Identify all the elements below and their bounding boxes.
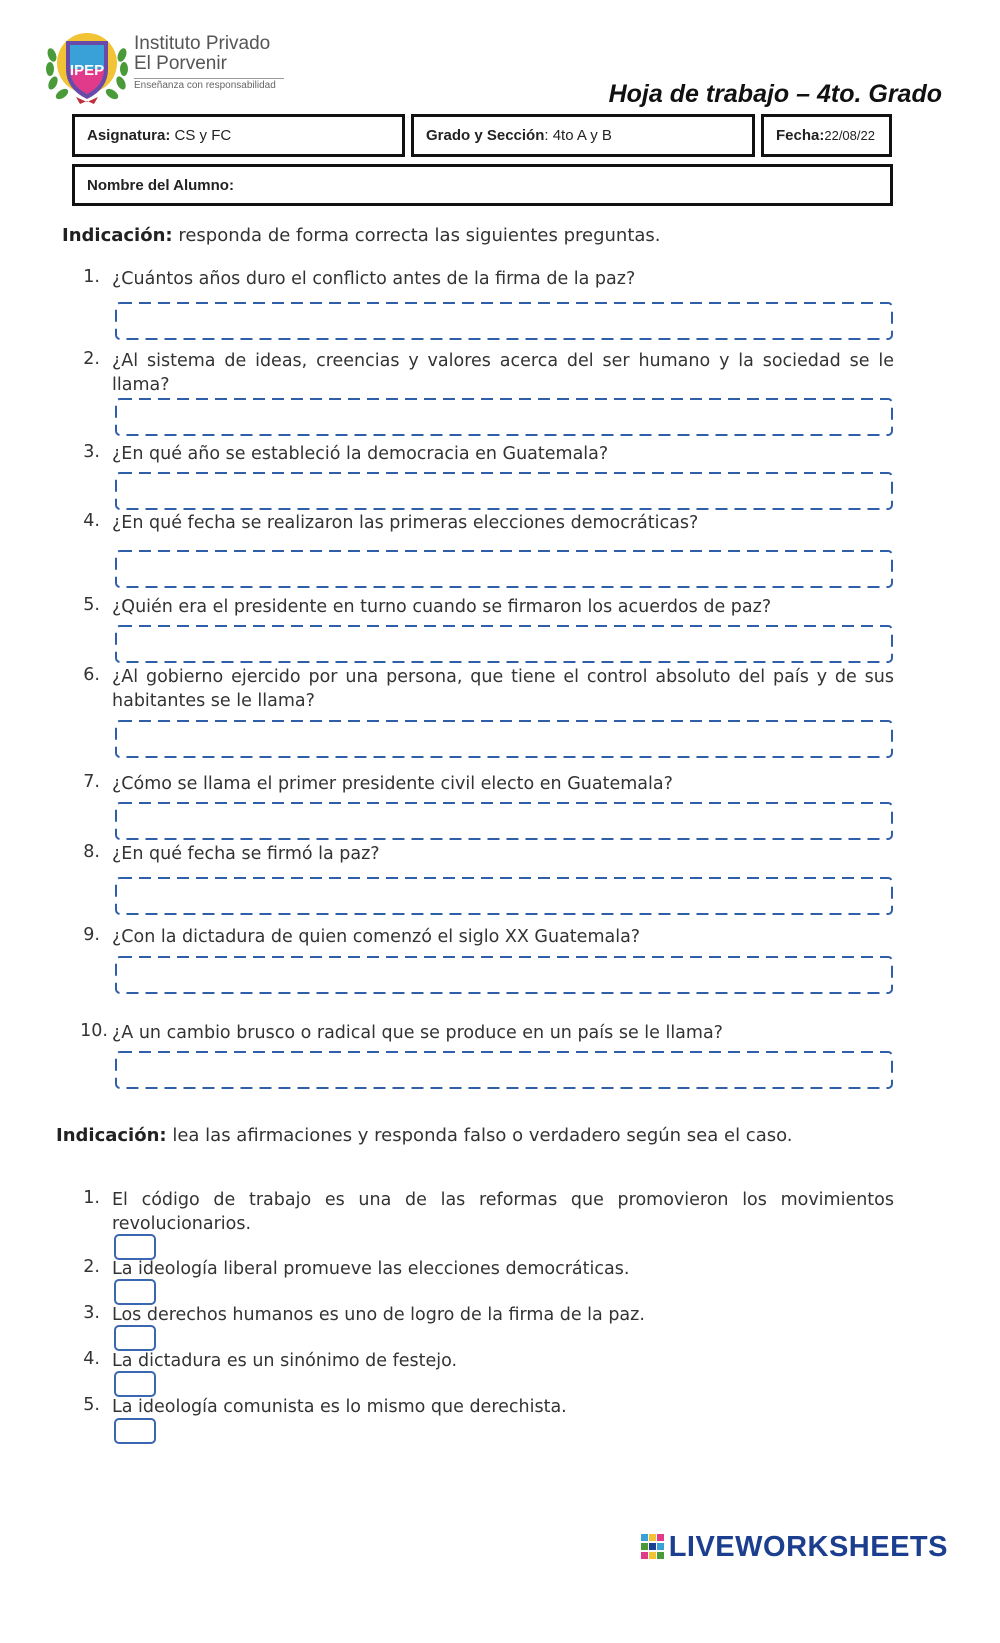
asignatura-value: CS y FC xyxy=(174,127,232,144)
question-text: ¿En qué fecha se realizaron las primeras elecciones democráticas? xyxy=(112,513,699,533)
fecha-value: 22/08/22 xyxy=(824,128,875,143)
question-number: 4. xyxy=(83,511,100,531)
indicacion-2-text: lea las afirmaciones y responda falso o verdadero según sea el caso. xyxy=(166,1125,793,1146)
question-text: ¿Cómo se llama el primer presidente civil electo en Guatemala? xyxy=(112,774,673,794)
answer-box[interactable] xyxy=(115,1051,893,1089)
asignatura-box xyxy=(72,114,405,157)
liveworksheets-logo-icon xyxy=(641,1534,665,1560)
answer-box[interactable] xyxy=(115,625,893,663)
fecha-box xyxy=(761,114,892,157)
svg-text:IPEP: IPEP xyxy=(69,62,105,79)
answer-box[interactable] xyxy=(115,302,893,340)
indicacion-1-text: responda de forma correcta las siguientes preguntas. xyxy=(172,225,661,246)
statement-text: La ideología comunista es lo mismo que derechista. xyxy=(112,1397,567,1417)
indicacion-1-label: Indicación: xyxy=(62,225,173,246)
indicacion-2 xyxy=(56,1125,793,1146)
question-text: ¿Cuántos años duro el conflicto antes de la firma de la paz? xyxy=(112,269,636,289)
question-number: 8. xyxy=(83,842,100,862)
school-name-line2: El Porvenir xyxy=(134,53,227,74)
liveworksheets-text: LIVEWORKSHEETS xyxy=(668,1530,948,1563)
indicacion-2-label: Indicación: xyxy=(56,1125,167,1146)
school-motto: Enseñanza con responsabilidad xyxy=(134,80,276,91)
statement-number: 4. xyxy=(83,1349,100,1369)
question-text: ¿En qué fecha se firmó la paz? xyxy=(112,844,380,864)
answer-box[interactable] xyxy=(115,472,893,510)
true-false-input[interactable] xyxy=(114,1279,156,1305)
answer-box[interactable] xyxy=(115,550,893,588)
liveworksheets-brand[interactable] xyxy=(641,1530,948,1564)
logo-divider xyxy=(134,78,284,79)
question-number: 9. xyxy=(83,925,100,945)
question-number: 6. xyxy=(83,665,100,685)
statement-number: 1. xyxy=(83,1188,100,1208)
answer-box[interactable] xyxy=(115,802,893,840)
statement-text: La ideología liberal promueve las elecciones democráticas. xyxy=(112,1259,630,1279)
school-name-line1: Instituto Privado xyxy=(134,33,271,54)
question-number: 10. xyxy=(80,1021,108,1041)
question-number: 5. xyxy=(83,595,100,615)
statement-number: 2. xyxy=(83,1257,100,1277)
true-false-input[interactable] xyxy=(114,1371,156,1397)
question-number: 3. xyxy=(83,442,100,462)
grado-value: : 4to A y B xyxy=(544,127,612,144)
question-text: ¿A un cambio brusco o radical que se produce en un país se le llama? xyxy=(112,1023,723,1043)
question-text: ¿Al gobierno ejercido por una persona, que tiene el control absoluto del país y de sus habitantes se le llama? xyxy=(112,667,894,711)
true-false-input[interactable] xyxy=(114,1325,156,1351)
answer-box[interactable] xyxy=(115,398,893,436)
statement-text: La dictadura es un sinónimo de festejo. xyxy=(112,1351,458,1371)
question-number: 7. xyxy=(83,772,100,792)
nombre-label: Nombre del Alumno: xyxy=(87,177,234,194)
school-name xyxy=(134,34,270,74)
answer-box[interactable] xyxy=(115,877,893,915)
school-logo xyxy=(44,25,130,105)
answer-box[interactable] xyxy=(115,956,893,994)
nombre-box[interactable] xyxy=(72,164,893,206)
grado-label: Grado y Sección xyxy=(426,127,545,144)
question-text: ¿Al sistema de ideas, creencias y valores acerca del ser humano y la sociedad se le llama? xyxy=(112,351,894,395)
statement-number: 5. xyxy=(83,1395,100,1415)
answer-box[interactable] xyxy=(115,720,893,758)
sheet-title: Hoja de trabajo – 4to. Grado xyxy=(608,80,942,108)
statement-text: El código de trabajo es una de las reformas que promovieron los movimientos revolucionarios. xyxy=(112,1190,894,1234)
question-text: ¿Con la dictadura de quien comenzó el siglo XX Guatemala? xyxy=(112,927,641,947)
asignatura-label: Asignatura: xyxy=(87,127,171,144)
indicacion-1 xyxy=(62,225,661,246)
fecha-label: Fecha: xyxy=(776,127,825,144)
question-number: 2. xyxy=(83,349,100,369)
question-text: ¿Quién era el presidente en turno cuando se firmaron los acuerdos de paz? xyxy=(112,597,772,617)
statement-text: Los derechos humanos es uno de logro de la firma de la paz. xyxy=(112,1305,645,1325)
grado-box xyxy=(411,114,755,157)
question-text: ¿En qué año se estableció la democracia en Guatemala? xyxy=(112,444,609,464)
true-false-input[interactable] xyxy=(114,1418,156,1444)
statement-number: 3. xyxy=(83,1303,100,1323)
question-number: 1. xyxy=(83,267,100,287)
